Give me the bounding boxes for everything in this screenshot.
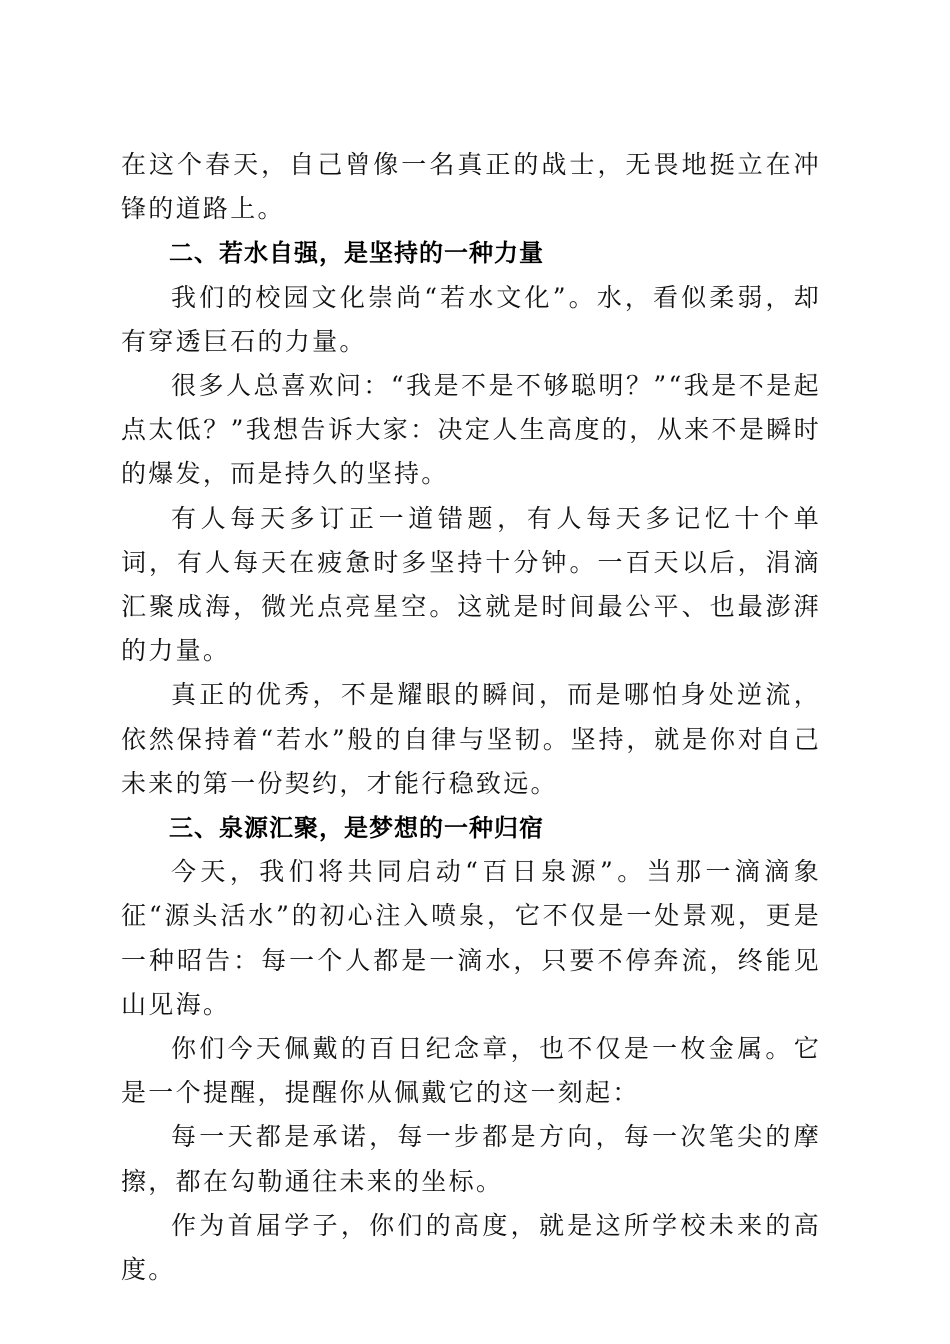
paragraph: 我们的校园文化崇尚“若水文化”。水，看似柔弱，却有穿透巨石的力量。	[121, 282, 821, 356]
paragraph: 每一天都是承诺，每一步都是方向，每一次笔尖的摩擦，都在勾勒通往未来的坐标。	[121, 1122, 821, 1196]
paragraph: 作为首届学子，你们的高度，就是这所学校未来的高度。	[121, 1210, 821, 1285]
paragraph-continuation: 在这个春天，自己曾像一名真正的战士，无畏地挺立在冲锋的道路上。	[121, 150, 821, 224]
section-heading-2: 二、若水自强，是坚持的一种力量	[169, 239, 544, 268]
paragraph: 有人每天多订正一道错题，有人每天多记忆十个单词，有人每天在疲惫时多坚持十分钟。一百天以后，涓滴汇聚成海，微光点亮星空。这就是时间最公平、也最澎湃的力量。	[121, 503, 821, 666]
paragraph: 很多人总喜欢问：“我是不是不够聪明？”“我是不是起点太低？”我想告诉大家：决定人生高度的，从来不是瞬时的爆发，而是持久的坚持。	[121, 371, 821, 489]
section-heading-3: 三、泉源汇聚，是梦想的一种归宿	[169, 814, 544, 843]
paragraph: 今天，我们将共同启动“百日泉源”。当那一滴滴象征“源头活水”的初心注入喷泉，它不仅是一处景观，更是一种昭告：每一个人都是一滴水，只要不停奔流，终能见山见海。	[121, 857, 821, 1019]
paragraph: 真正的优秀，不是耀眼的瞬间，而是哪怕身处逆流，依然保持着“若水”般的自律与坚韧。坚持，就是你对自己未来的第一份契约，才能行稳致远。	[121, 680, 821, 798]
paragraph: 你们今天佩戴的百日纪念章，也不仅是一枚金属。它是一个提醒，提醒你从佩戴它的这一刻起：	[121, 1034, 821, 1108]
document-body	[121, 143, 821, 1292]
